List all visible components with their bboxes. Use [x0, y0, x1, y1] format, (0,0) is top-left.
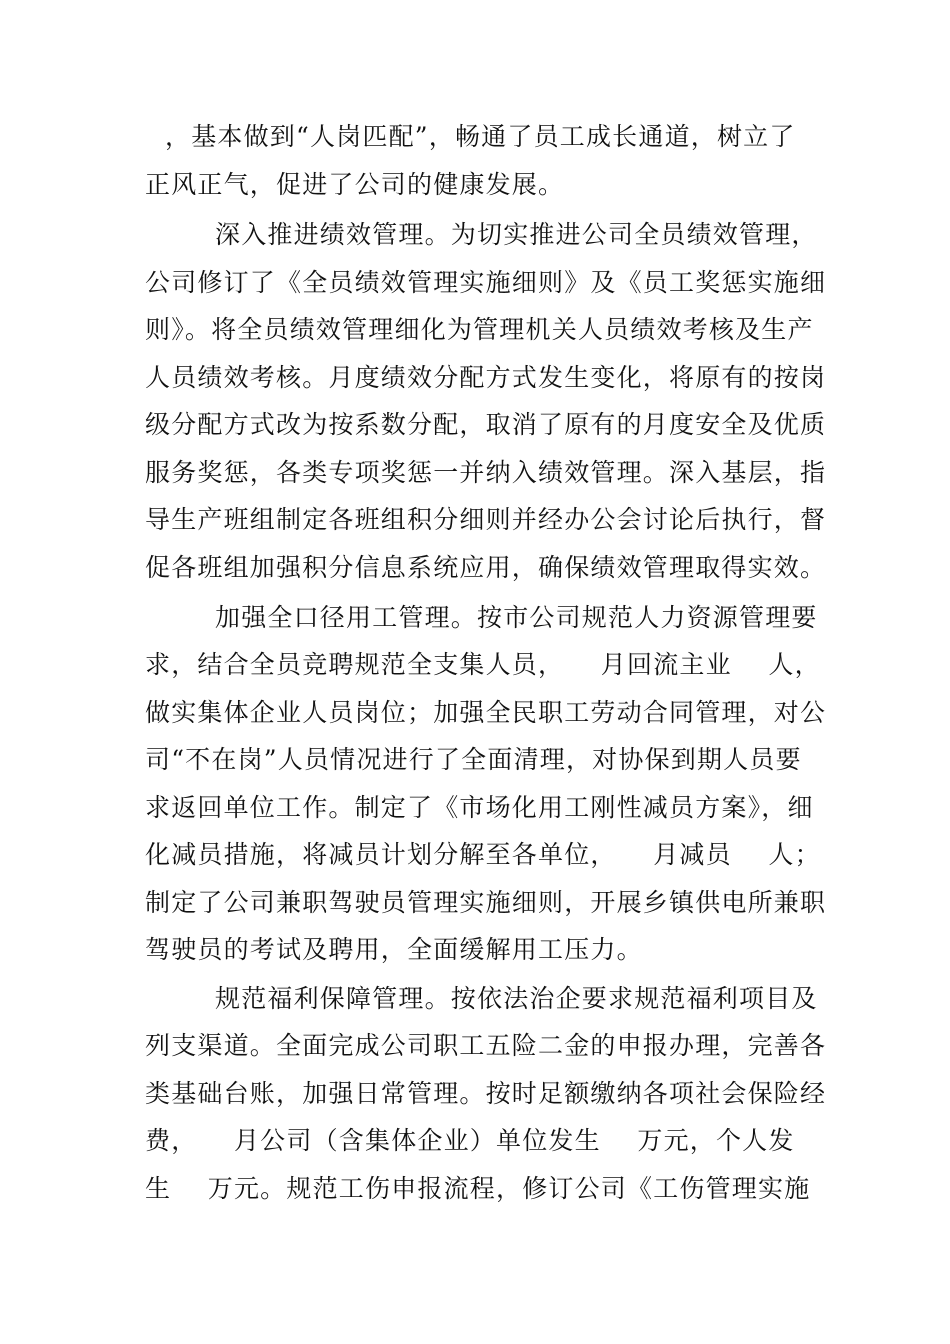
- text-line: 求返回单位工作。制定了《市场化用工刚性减员方案》，细: [145, 793, 814, 822]
- text-line: 服务奖惩，各类专项奖惩一并纳入绩效管理。深入基层，指: [145, 458, 827, 487]
- text-line: 做实集体企业人员岗位；加强全民职工劳动合同管理，对公: [145, 698, 827, 727]
- text-line: 化减员措施，将减员计划分解至各单位， 月减员 人；: [145, 840, 821, 869]
- text-line: 公司修订了《全员绩效管理实施细则》及《员工奖惩实施细: [145, 268, 827, 297]
- paragraph-heading-line: 深入推进绩效管理。为切实推进公司全员绩效管理，: [215, 220, 818, 249]
- text-line: 人员绩效考核。月度绩效分配方式发生变化，将原有的按岗: [145, 363, 827, 392]
- text-line: 正风正气，促进了公司的健康发展。: [145, 170, 565, 199]
- text-line: 费， 月公司（含集体企业）单位发生 万元，个人发: [145, 1126, 795, 1155]
- text-line: 列支渠道。全面完成公司职工五险二金的申报办理，完善各: [145, 1031, 827, 1060]
- text-line: 级分配方式改为按系数分配，取消了原有的月度安全及优质: [145, 410, 827, 439]
- text-line: 导生产班组制定各班组积分细则并经办公会讨论后执行，督: [145, 505, 827, 534]
- paragraph-heading-line: 加强全口径用工管理。按市公司规范人力资源管理要: [215, 603, 818, 632]
- text-line: 生 万元。规范工伤申报流程，修订公司《工伤管理实施: [145, 1174, 811, 1203]
- text-line: 促各班组加强积分信息系统应用，确保绩效管理取得实效。: [145, 553, 827, 582]
- text-line: 则》。将全员绩效管理细化为管理机关人员绩效考核及生产: [145, 315, 814, 344]
- text-line: 制定了公司兼职驾驶员管理实施细则，开展乡镇供电所兼职: [145, 888, 827, 917]
- text-line: 类基础台账，加强日常管理。按时足额缴纳各项社会保险经: [145, 1079, 827, 1108]
- text-line: ，基本做到“人岗匹配”，畅通了员工成长通道，树立了: [165, 122, 796, 151]
- paragraph-heading-line: 规范福利保障管理。按依法治企要求规范福利项目及: [215, 984, 818, 1013]
- text-line: 求，结合全员竞聘规范全支集人员， 月回流主业 人，: [145, 650, 821, 679]
- text-line: 司“不在岗”人员情况进行了全面清理，对协保到期人员要: [145, 745, 802, 774]
- text-line: 驾驶员的考试及聘用，全面缓解用工压力。: [145, 935, 643, 964]
